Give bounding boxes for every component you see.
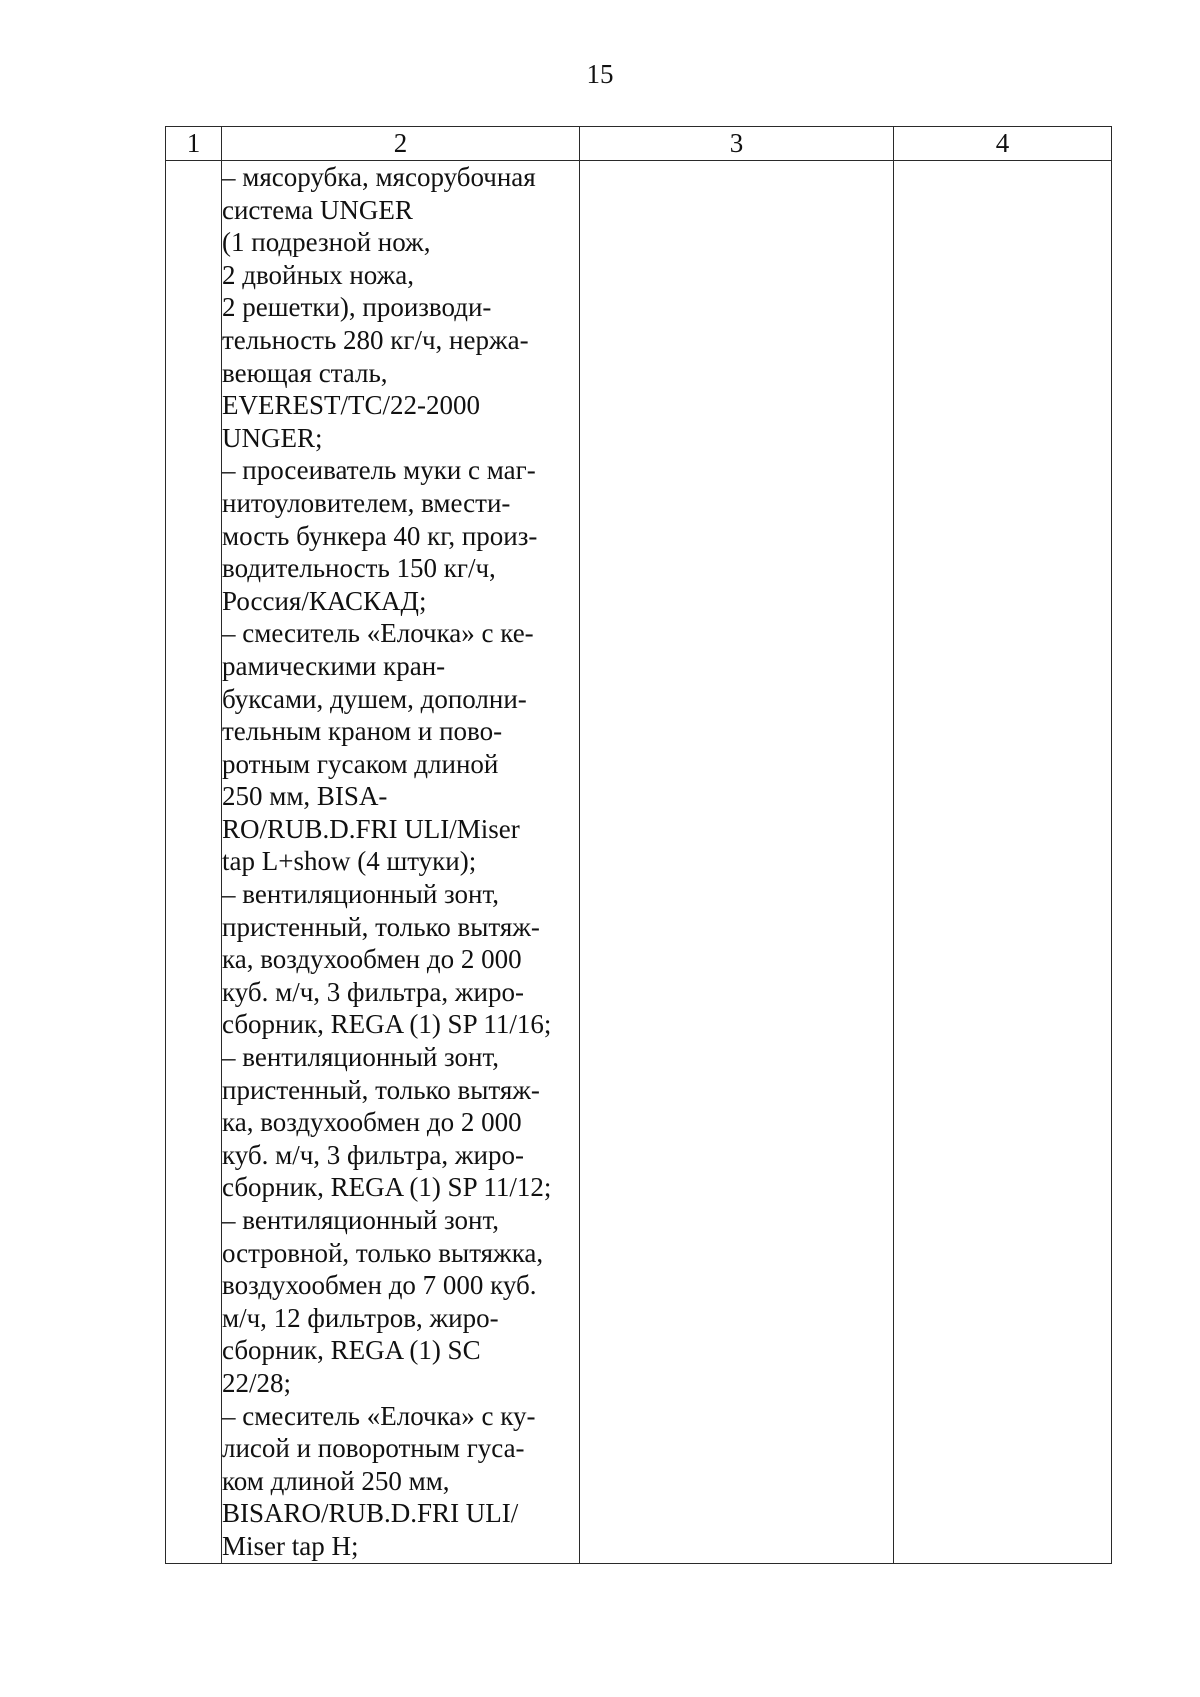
description-line: мость бункера 40 кг, произ-: [222, 520, 538, 551]
table-header-row: [166, 127, 1112, 161]
description-line: 22/28;: [222, 1367, 292, 1398]
description-line: куб. м/ч, 3 фильтра, жиро-: [222, 976, 524, 1007]
description-line: ком длиной 250 мм,: [222, 1465, 450, 1496]
cell-column-1: [166, 161, 222, 1564]
column-header-2: 2: [222, 127, 580, 161]
description-line: сборник, REGA (1) SP 11/16;: [222, 1009, 552, 1040]
cell-column-3: [580, 161, 894, 1564]
description-line: 250 мм, BISA-: [222, 781, 388, 812]
column-header-1: 1: [166, 127, 222, 161]
description-line: – просеиватель муки с маг-: [222, 455, 536, 486]
description-line: рамическими кран-: [222, 650, 446, 681]
description-line: куб. м/ч, 3 фильтра, жиро-: [222, 1139, 524, 1170]
description-line: – вентиляционный зонт,: [222, 879, 500, 910]
equipment-table: [165, 126, 1112, 1564]
description-line: воздухообмен до 7 000 куб.: [222, 1270, 537, 1301]
description-line: RO/RUB.D.FRI ULI/Miser: [222, 813, 520, 844]
description-line: сборник, REGA (1) SP 11/12;: [222, 1172, 552, 1203]
description-line: tap L+show (4 штуки);: [222, 846, 477, 877]
page-number: 15: [586, 59, 614, 89]
description-line: сборник, REGA (1) SC: [222, 1335, 481, 1366]
description-line: BISARO/RUB.D.FRI ULI/: [222, 1498, 519, 1529]
description-line: – вентиляционный зонт,: [222, 1205, 500, 1235]
description-line: 2 двойных ножа,: [222, 259, 415, 290]
cell-column-2: [222, 161, 580, 1564]
description-line: 2 решетки), производи-: [222, 292, 492, 323]
description-line: – смеситель «Елочка» с ку-: [222, 1400, 536, 1431]
description-line: тельным краном и пово-: [222, 716, 503, 747]
description-line: м/ч, 12 фильтров, жиро-: [222, 1302, 499, 1333]
description-line: ротным гусаком длиной: [222, 748, 499, 779]
description-line: тельность 280 кг/ч, нержа-: [222, 324, 529, 355]
description-line: (1 подрезной нож,: [222, 227, 431, 258]
description-line: UNGER;: [222, 422, 323, 453]
description-line: – вентиляционный зонт,: [222, 1042, 500, 1073]
description-line: нитоуловителем, вмести-: [222, 487, 511, 518]
description-line: буксами, душем, дополни-: [222, 683, 527, 714]
description-line: – смеситель «Елочка» с ке-: [222, 618, 534, 649]
description-line: ка, воздухообмен до 2 000: [222, 1107, 522, 1138]
table-row: [166, 161, 1112, 1564]
description-line: EVEREST/TC/22-2000: [222, 390, 480, 421]
description-line: ка, воздухообмен до 2 000: [222, 944, 522, 975]
description-line: Россия/КАСКАД;: [222, 585, 427, 616]
description-line: пристенный, только вытяж-: [222, 1074, 540, 1105]
description-line: система UNGER: [222, 194, 413, 225]
description-line: веющая сталь,: [222, 357, 388, 388]
column-header-4: 4: [894, 127, 1112, 161]
description-line: Miser tap H;: [222, 1530, 359, 1561]
description-line: лисой и поворотным гуса-: [222, 1433, 525, 1464]
description-line: островной, только вытяжка,: [222, 1237, 544, 1268]
column-header-3: 3: [580, 127, 894, 161]
description-line: пристенный, только вытяж-: [222, 911, 540, 942]
cell-column-4: [894, 161, 1112, 1564]
equipment-description: [222, 161, 579, 1563]
description-line: водительность 150 кг/ч,: [222, 553, 496, 584]
description-line: – мясорубка, мясорубочная: [222, 162, 536, 192]
